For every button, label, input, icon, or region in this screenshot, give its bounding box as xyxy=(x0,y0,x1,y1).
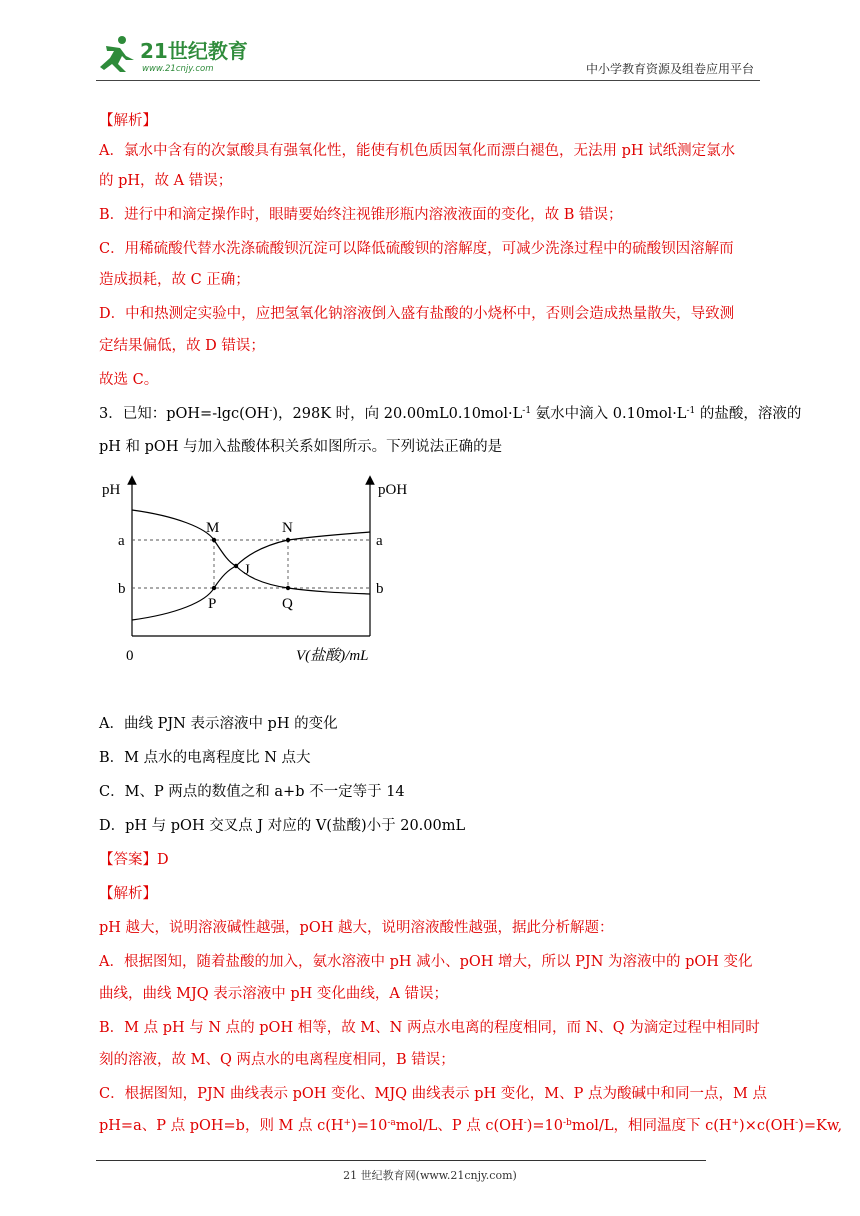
point-q-dot xyxy=(286,586,290,590)
label-q: Q xyxy=(282,596,293,612)
analysis-heading-2: 【解析】 xyxy=(99,886,157,902)
y-right-label: pOH xyxy=(378,482,408,498)
analysis-d-line2: 定结果偏低，故 D 错误； xyxy=(99,338,265,354)
origin-label: 0 xyxy=(126,648,134,664)
c2-sup: + xyxy=(343,1118,352,1128)
q3-text-c: 氨水中滴入 0.10mol·L xyxy=(531,406,687,422)
label-p: P xyxy=(208,596,217,612)
question-3-line2: pH 和 pOH 与加入盐酸体积关系如图所示。下列说法正确的是 xyxy=(99,439,503,455)
c2-text: )=10 xyxy=(351,1118,388,1134)
analysis2-c-line1: C．根据图知，PJN 曲线表示 pOH 变化、MJQ 曲线表示 pH 变化，M、P 点为酸碱中和同一点，M 点 xyxy=(99,1086,767,1102)
ph-poh-titration-figure xyxy=(96,474,426,670)
analysis-c-line2: 造成损耗，故 C 正确； xyxy=(99,272,250,288)
option-c: C．M、P 两点的数值之和 a+b 不一定等于 14 xyxy=(99,784,405,800)
q3-sup: -1 xyxy=(686,406,696,416)
question-3-line1 xyxy=(99,405,801,423)
c2-sup: -b xyxy=(563,1118,572,1128)
y-left-label: pH xyxy=(102,482,121,498)
c2-text: pH=a、P 点 pOH=b，则 M 点 c(H xyxy=(99,1118,344,1134)
analysis-a-line1: A．氯水中含有的次氯酸具有强氧化性，能使有机色质因氧化而漂白褪色，无法用 pH 试纸测定氯水 xyxy=(99,143,736,159)
analysis2-a-line2: 曲线，曲线 MJQ 表示溶液中 pH 变化曲线，A 错误； xyxy=(99,986,448,1002)
q3-sup: - xyxy=(269,406,273,416)
analysis2-b-line2: 刻的溶液，故 M、Q 两点水的电离程度相同，B 错误； xyxy=(99,1052,455,1068)
analysis-heading-1: 【解析】 xyxy=(99,113,157,129)
page-header xyxy=(96,30,760,80)
logo-text: 21世纪教育 xyxy=(140,39,248,63)
q3-text-b: )，298K 时，向 20.00mL0.10mol·L xyxy=(272,406,523,422)
label-j: J xyxy=(244,562,250,578)
footer-divider xyxy=(96,1160,706,1161)
x-axis-label: V(盐酸)/mL xyxy=(296,648,369,664)
site-logo xyxy=(96,34,266,76)
analysis2-c-line2 xyxy=(99,1117,842,1135)
analysis-d-line1: D．中和热测定实验中，应把氢氧化钠溶液倒入盛有盐酸的小烧杯中，否则会造成热量散失，导致测 xyxy=(99,306,735,322)
logo-url: www.21cnjy.com xyxy=(142,64,214,74)
option-d: D．pH 与 pOH 交叉点 J 对应的 V(盐酸)小于 20.00mL xyxy=(99,818,466,834)
tick-a-left: a xyxy=(118,533,125,549)
point-n-dot xyxy=(286,538,290,542)
analysis-b-line1: B．进行中和滴定操作时，眼睛要始终注视锥形瓶内溶液液面的变化，故 B 错误； xyxy=(99,207,623,223)
option-b: B．M 点水的电离程度比 N 点大 xyxy=(99,750,311,766)
label-m: M xyxy=(206,520,220,536)
analysis-conclusion: 故选 C。 xyxy=(99,372,159,388)
tick-a-right: a xyxy=(376,533,383,549)
c2-sup: - xyxy=(795,1118,799,1128)
analysis-c-line1: C．用稀硫酸代替水洗涤硫酸钡沉淀可以降低硫酸钡的溶解度，可减少洗涤过程中的硫酸钡因溶解而 xyxy=(99,241,734,257)
running-figure-icon xyxy=(100,36,134,72)
analysis2-a-line1: A．根据图知，随着盐酸的加入，氨水溶液中 pH 减小、pOH 增大，所以 PJN 为溶液中的 pOH 变化 xyxy=(99,954,753,970)
label-n: N xyxy=(282,520,293,536)
page-footer: 21 世纪教育网(www.21cnjy.com) xyxy=(343,1169,517,1182)
c2-text: )=Kw, xyxy=(798,1118,843,1134)
q3-text-a: 3．已知：pOH=-lgc(OH xyxy=(99,406,270,422)
c2-sup: - xyxy=(523,1118,527,1128)
c2-text: mol/L，相同温度下 c(H xyxy=(571,1118,732,1134)
answer-line: 【答案】D xyxy=(99,852,169,868)
c2-text: mol/L、P 点 c(OH xyxy=(395,1118,524,1134)
curve-mjq xyxy=(132,510,370,594)
c2-sup: + xyxy=(731,1118,740,1128)
tick-b-right: b xyxy=(376,581,384,597)
tick-b-left: b xyxy=(118,581,126,597)
q3-sup: -1 xyxy=(522,406,532,416)
analysis2-intro: pH 越大，说明溶液碱性越强，pOH 越大，说明溶液酸性越强，据此分析解题： xyxy=(99,920,614,936)
c2-sup: -a xyxy=(387,1118,396,1128)
q3-text-d: 的盐酸，溶液的 xyxy=(695,406,802,422)
analysis2-b-line1: B．M 点 pH 与 N 点的 pOH 相等，故 M、N 两点水电离的程度相同，而 N、Q 为滴定过程中相同时 xyxy=(99,1020,760,1036)
c2-text: )×c(OH xyxy=(739,1118,796,1134)
analysis-a-line2: 的 pH，故 A 错误； xyxy=(99,173,233,189)
c2-text: )=10 xyxy=(526,1118,564,1134)
platform-name: 中小学教育资源及组卷应用平台 xyxy=(585,62,754,76)
curve-pjn xyxy=(132,532,370,620)
option-a: A．曲线 PJN 表示溶液中 pH 的变化 xyxy=(99,716,338,732)
point-m-dot xyxy=(212,538,216,542)
point-j-dot xyxy=(234,564,238,568)
point-p-dot xyxy=(212,586,216,590)
header-divider xyxy=(96,80,760,81)
